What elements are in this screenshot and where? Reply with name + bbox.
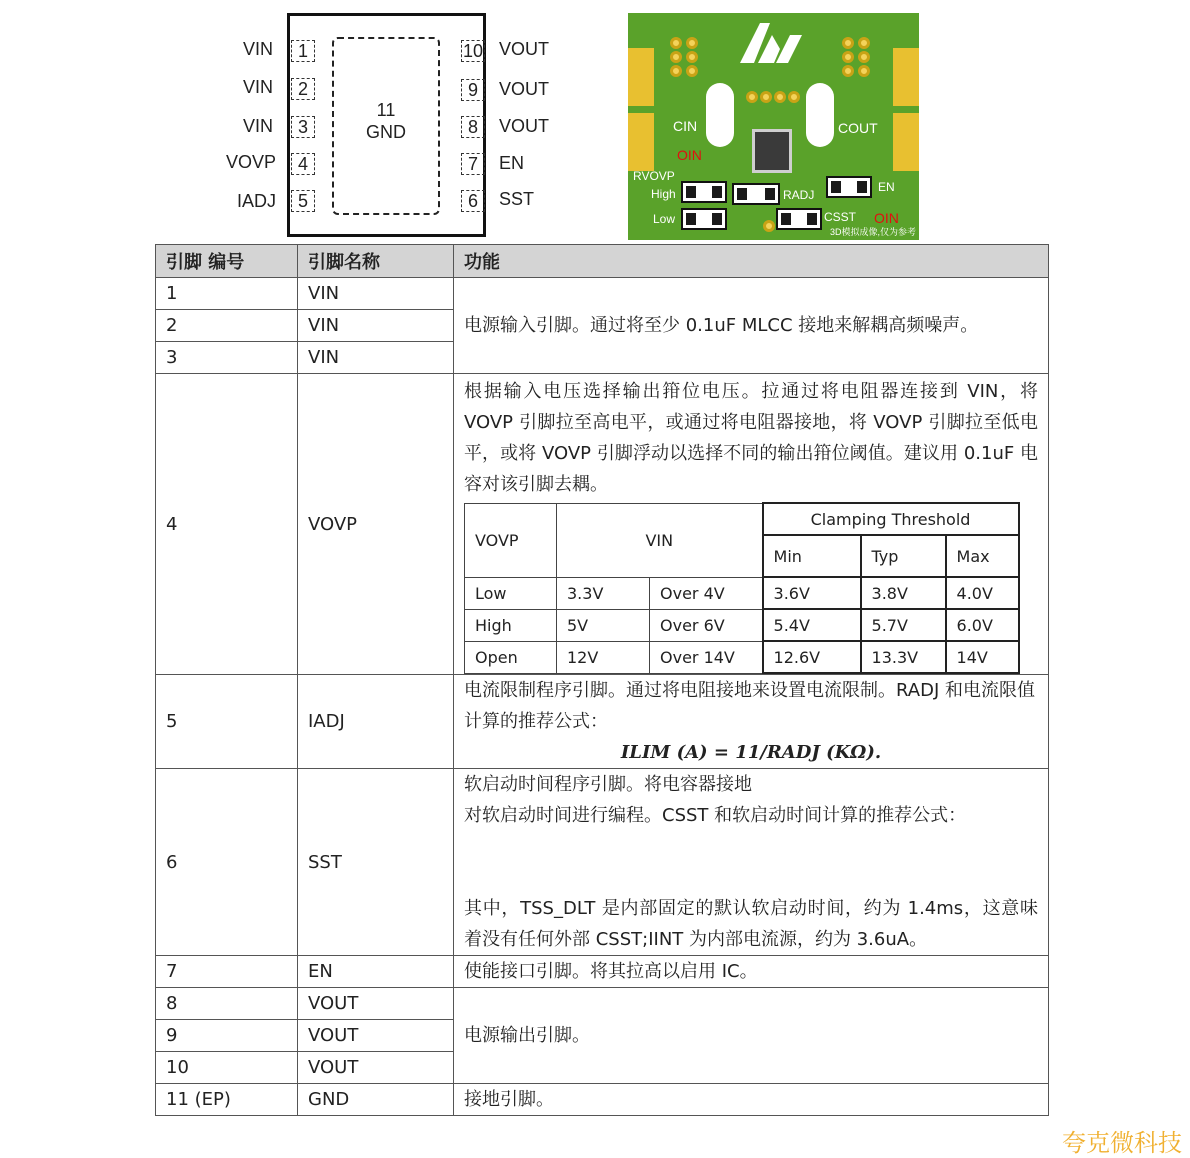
pin-9-label: VOUT	[499, 79, 550, 99]
pin-name-cell: SST	[298, 769, 454, 956]
pin-function-table	[155, 244, 1049, 1116]
pin-3-number: 3	[291, 116, 315, 138]
pin-number-cell: 7	[156, 956, 298, 988]
max-cell: 4.0V	[946, 577, 1019, 609]
pin-number-cell: 11 (EP)	[156, 1084, 298, 1116]
pcb-edge-pad	[628, 113, 654, 171]
vovp-mode-cell: Low	[465, 577, 557, 609]
pin-4-label: VOVP	[225, 152, 276, 172]
pin-number-cell: 3	[156, 342, 298, 374]
pin-number-cell: 8	[156, 988, 298, 1020]
pcb-edge-pad	[893, 48, 919, 106]
pin-8-label: VOUT	[499, 116, 550, 136]
pcb-high-label: High	[651, 187, 676, 201]
function-cell-vovp	[454, 374, 1049, 675]
pin-5-number: 5	[291, 190, 315, 212]
function-cell-iadj	[454, 675, 1049, 769]
vovp-description: 根据输入电压选择输出箝位电压。拉通过将电阻器连接到 VIN，将 VOVP 引脚拉至高电平，或通过将电阻器接地，将 VOVP 引脚拉至低电平，或将 VOVP 引脚浮动以选择不同的输出箝位阈值。建议用 0.1uF 电容对该引脚去耦。	[464, 381, 1038, 495]
pcb-low-label: Low	[653, 212, 676, 226]
table-row	[156, 956, 1049, 988]
pin-name-cell: VOVP	[298, 374, 454, 675]
pcb-csst-label: CSST	[824, 210, 857, 224]
function-cell-vout: 电源输出引脚。	[454, 988, 1049, 1084]
clamp-threshold-header: Clamping Threshold	[763, 503, 1019, 535]
max-cell: 14V	[946, 641, 1019, 673]
pin-number-cell: 4	[156, 374, 298, 675]
pin-1-number: 1	[291, 40, 315, 62]
function-cell-vin: 电源输入引脚。通过将至少 0.1uF MLCC 接地来解耦高频噪声。	[454, 278, 1049, 374]
pin-4-number: 4	[291, 153, 315, 175]
iadj-formula: ILIM (A) = 11/RADJ (KΩ).	[620, 742, 882, 763]
header-function: 功能	[454, 245, 1049, 278]
pcb-footnote: 3D模拟成像,仅为参考	[829, 227, 916, 237]
over-cell: Over 4V	[650, 577, 763, 609]
pcb-rvovp-label: RVOVP	[633, 169, 675, 183]
pcb-oin-right-label: OIN	[874, 210, 899, 226]
min-cell: 5.4V	[763, 609, 861, 641]
cout-capacitor	[806, 83, 834, 147]
pin-number-cell: 10	[156, 1052, 298, 1084]
pin-number-cell: 9	[156, 1020, 298, 1052]
sst-line-3: 其中，TSS_DLT 是内部固定的默认软启动时间，约为 1.4ms，这意味着没有任何外部 CSST;IINT 为内部电流源，约为 3.6uA。	[464, 898, 1038, 950]
pin-name-cell: GND	[298, 1084, 454, 1116]
table-row	[156, 278, 1049, 310]
vovp-threshold-table	[464, 502, 1020, 674]
exposed-pad-label	[332, 99, 440, 143]
max-col-header: Max	[946, 535, 1019, 577]
pcb-radj-label: RADJ	[783, 188, 815, 202]
vovp-mode-cell: Open	[465, 641, 557, 673]
vovp-mode-cell: High	[465, 609, 557, 641]
pin-7-label: EN	[499, 153, 525, 173]
pin-name-cell: IADJ	[298, 675, 454, 769]
pin-7-number: 7	[461, 153, 485, 175]
pin-8-number: 8	[461, 116, 485, 138]
header-pin-name: 引脚名称	[298, 245, 454, 278]
pin-1-label: VIN	[242, 39, 273, 59]
pin-5-label: IADJ	[236, 191, 276, 211]
vovp-col-header: VOVP	[465, 503, 557, 577]
rvovp-resistor-high	[681, 181, 727, 203]
max-cell: 6.0V	[946, 609, 1019, 641]
table-row	[156, 1084, 1049, 1116]
typ-col-header: Typ	[861, 535, 946, 577]
pin-number-cell: 5	[156, 675, 298, 769]
pin-9-number: 9	[461, 79, 485, 101]
pcb-edge-pad	[893, 113, 919, 171]
pin-10-label: VOUT	[499, 39, 550, 59]
pin-6-label: SST	[499, 189, 535, 209]
sst-line-1: 软启动时间程序引脚。将电容器接地	[464, 774, 752, 795]
table-header-row	[156, 245, 1049, 278]
ic-chip	[752, 129, 792, 173]
pcb-edge-pad	[628, 48, 654, 106]
over-cell: Over 14V	[650, 641, 763, 673]
pcb-cin-label: CIN	[673, 118, 698, 134]
min-cell: 3.6V	[763, 577, 861, 609]
pin-name-cell: VOUT	[298, 1020, 454, 1052]
table-row	[156, 675, 1049, 769]
radj-resistor	[732, 183, 780, 205]
logo-icon	[736, 19, 806, 67]
function-cell-en: 使能接口引脚。将其拉高以启用 IC。	[454, 956, 1049, 988]
pcb-3d-render	[628, 13, 919, 240]
function-cell-sst	[454, 769, 1049, 956]
sst-line-2: 对软启动时间进行编程。CSST 和软启动时间计算的推荐公式：	[464, 805, 967, 826]
vin-cell: 3.3V	[557, 577, 650, 609]
pin-number-cell: 2	[156, 310, 298, 342]
min-col-header: Min	[763, 535, 861, 577]
pin-number-cell: 1	[156, 278, 298, 310]
pin-name-cell: VOUT	[298, 988, 454, 1020]
pin-number-cell: 6	[156, 769, 298, 956]
vovp-row-low	[465, 577, 1019, 609]
iadj-description: 电流限制程序引脚。通过将电阻接地来设置电流限制。RADJ 和电流限值计算的推荐公式：	[464, 680, 1035, 732]
csst-capacitor	[776, 208, 822, 230]
pcb-en-label: EN	[878, 180, 895, 194]
pcb-cout-label: COUT	[838, 120, 878, 136]
typ-cell: 5.7V	[861, 609, 946, 641]
sst-formula-space	[464, 831, 1038, 893]
header-pin-number: 引脚 编号	[156, 245, 298, 278]
rvovp-resistor-low	[681, 208, 727, 230]
pin-name-cell: VIN	[298, 342, 454, 374]
typ-cell: 13.3V	[861, 641, 946, 673]
pin-6-number: 6	[461, 190, 485, 212]
table-row	[156, 988, 1049, 1020]
pin-name-cell: VIN	[298, 310, 454, 342]
pin-3-label: VIN	[242, 116, 273, 136]
pin-name-cell: VOUT	[298, 1052, 454, 1084]
vin-cell: 12V	[557, 641, 650, 673]
table-row	[156, 374, 1049, 675]
function-cell-gnd: 接地引脚。	[454, 1084, 1049, 1116]
vin-cell: 5V	[557, 609, 650, 641]
pad-number: 11	[376, 100, 396, 120]
over-cell: Over 6V	[650, 609, 763, 641]
table-row	[156, 769, 1049, 956]
pcb-oin-left-label: OIN	[677, 147, 702, 163]
cin-capacitor	[706, 83, 734, 147]
company-watermark: 夸克微科技	[1062, 1129, 1182, 1157]
pad-name: GND	[366, 122, 406, 142]
vin-col-header: VIN	[557, 503, 763, 577]
pin-10-number: 10	[462, 41, 484, 61]
pin-2-number: 2	[291, 78, 315, 100]
vovp-row-open	[465, 641, 1019, 673]
typ-cell: 3.8V	[861, 577, 946, 609]
en-resistor	[826, 176, 872, 198]
min-cell: 12.6V	[763, 641, 861, 673]
pin-2-label: VIN	[242, 77, 273, 97]
vovp-row-high	[465, 609, 1019, 641]
pin-name-cell: EN	[298, 956, 454, 988]
pin-name-cell: VIN	[298, 278, 454, 310]
